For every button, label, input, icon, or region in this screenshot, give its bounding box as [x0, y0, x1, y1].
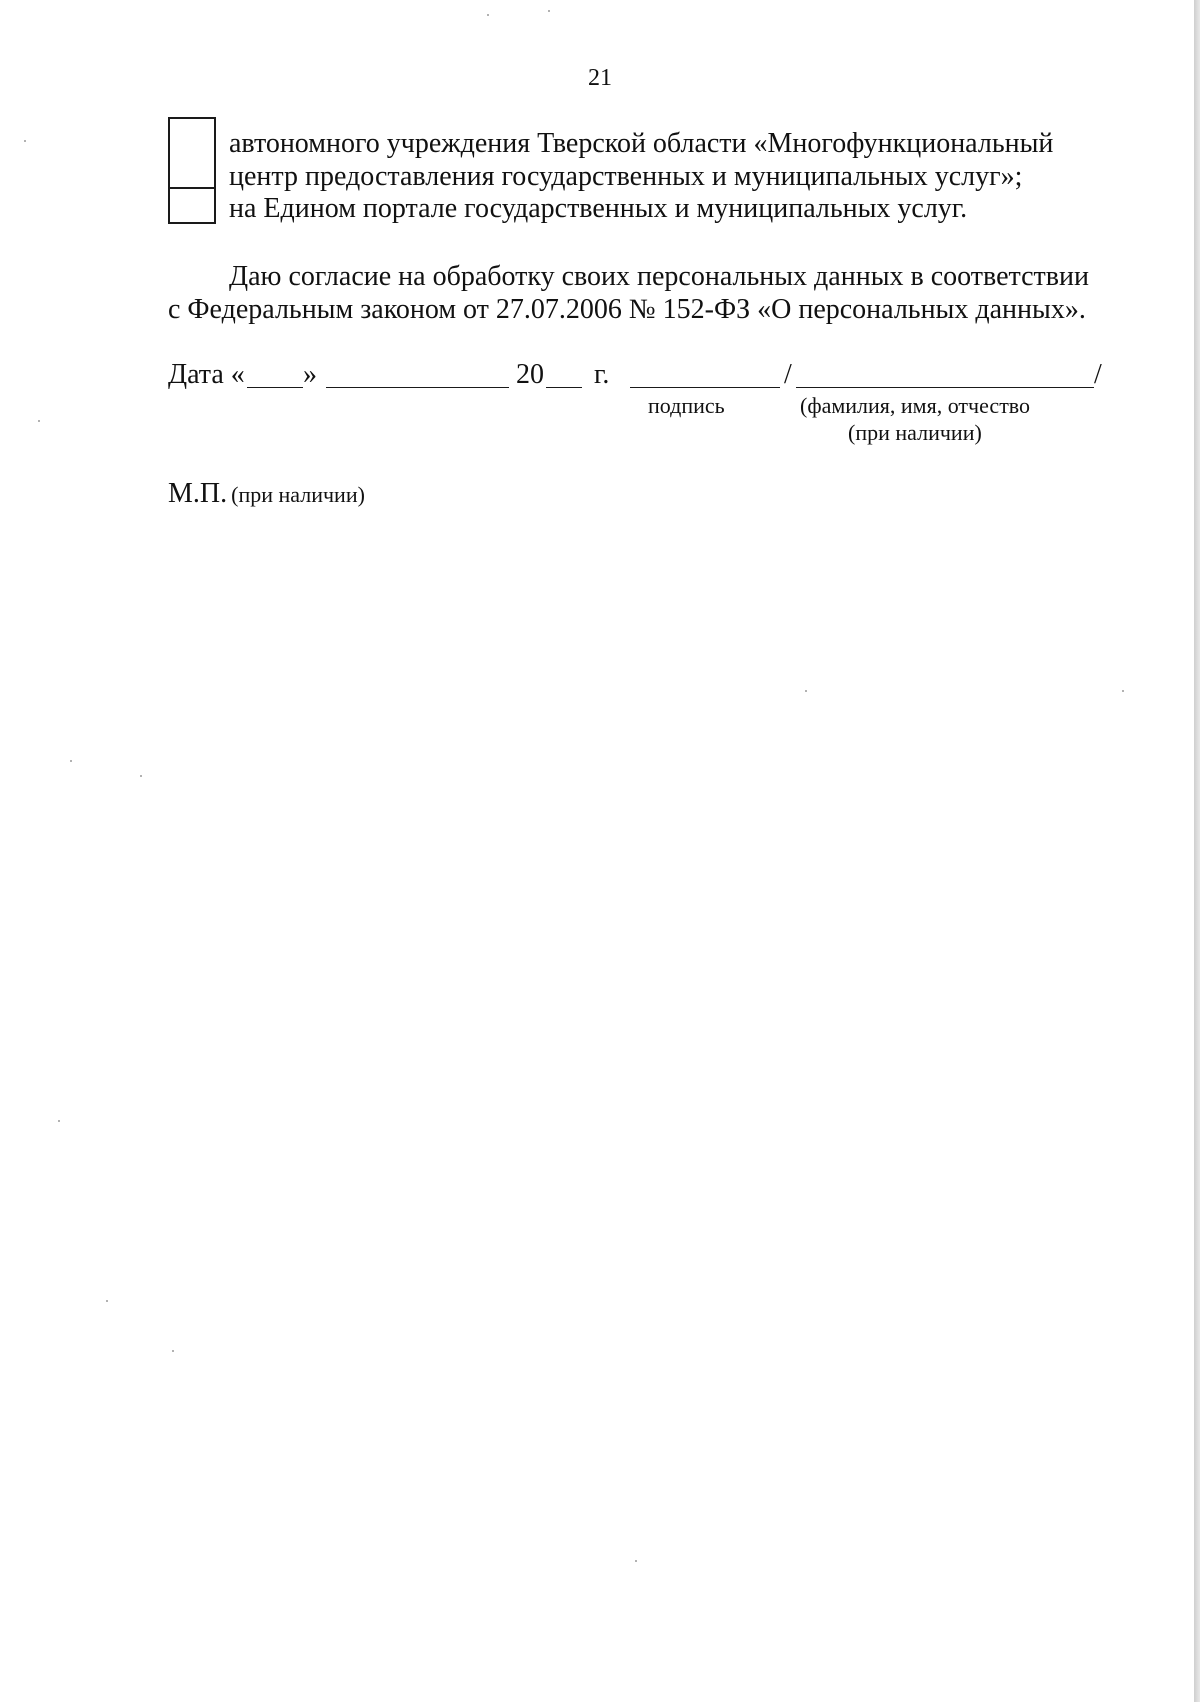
- scan-speck: [70, 760, 72, 762]
- option-text-line-3: на Едином портале государственных и муниципальных услуг.: [229, 193, 968, 224]
- scan-speck: [548, 10, 550, 12]
- scan-speck: [1122, 690, 1124, 692]
- scan-speck: [58, 1120, 60, 1122]
- option-text-line-2: центр предоставления государственных и муниципальных услуг»;: [229, 161, 1023, 192]
- page-edge: [1194, 0, 1200, 1702]
- option-text-line-1: автономного учреждения Тверской области «Многофункциональный: [229, 128, 1054, 159]
- stamp-placeholder: [168, 478, 365, 510]
- name-slash-open: /: [784, 359, 792, 390]
- page-number: 21: [588, 65, 612, 91]
- date-quote-close: »: [303, 359, 317, 390]
- year-prefix: 20: [516, 359, 544, 390]
- scan-speck: [805, 690, 807, 692]
- portal-option-checkbox[interactable]: [168, 187, 216, 224]
- scan-speck: [106, 1300, 108, 1302]
- full-name-caption-line-1: (фамилия, имя, отчество: [800, 393, 1031, 418]
- full-name-caption-line-2: (при наличии): [848, 420, 982, 445]
- consent-text-line-1: Даю согласие на обработку своих персональных данных в соответствии: [229, 261, 1089, 292]
- scan-speck: [487, 14, 489, 16]
- year-suffix: г.: [594, 359, 610, 390]
- scan-speck: [140, 775, 142, 777]
- scan-speck: [635, 1560, 637, 1562]
- signature-caption: подпись: [648, 393, 725, 418]
- stamp-note: (при наличии): [231, 482, 365, 507]
- scan-speck: [38, 420, 40, 422]
- scan-speck: [172, 1350, 174, 1352]
- year-field[interactable]: [546, 387, 582, 388]
- signature-field[interactable]: [630, 387, 780, 388]
- day-field[interactable]: [247, 387, 303, 388]
- date-label: Дата «: [168, 359, 245, 390]
- full-name-field[interactable]: [796, 387, 1094, 388]
- mfc-option-checkbox[interactable]: [168, 117, 216, 189]
- consent-text-line-2: с Федеральным законом от 27.07.2006 № 152-ФЗ «О персональных данных».: [168, 294, 1086, 325]
- name-slash-close: /: [1094, 359, 1102, 390]
- stamp-label: М.П.: [168, 478, 228, 509]
- month-field[interactable]: [326, 387, 509, 388]
- scan-speck: [24, 140, 26, 142]
